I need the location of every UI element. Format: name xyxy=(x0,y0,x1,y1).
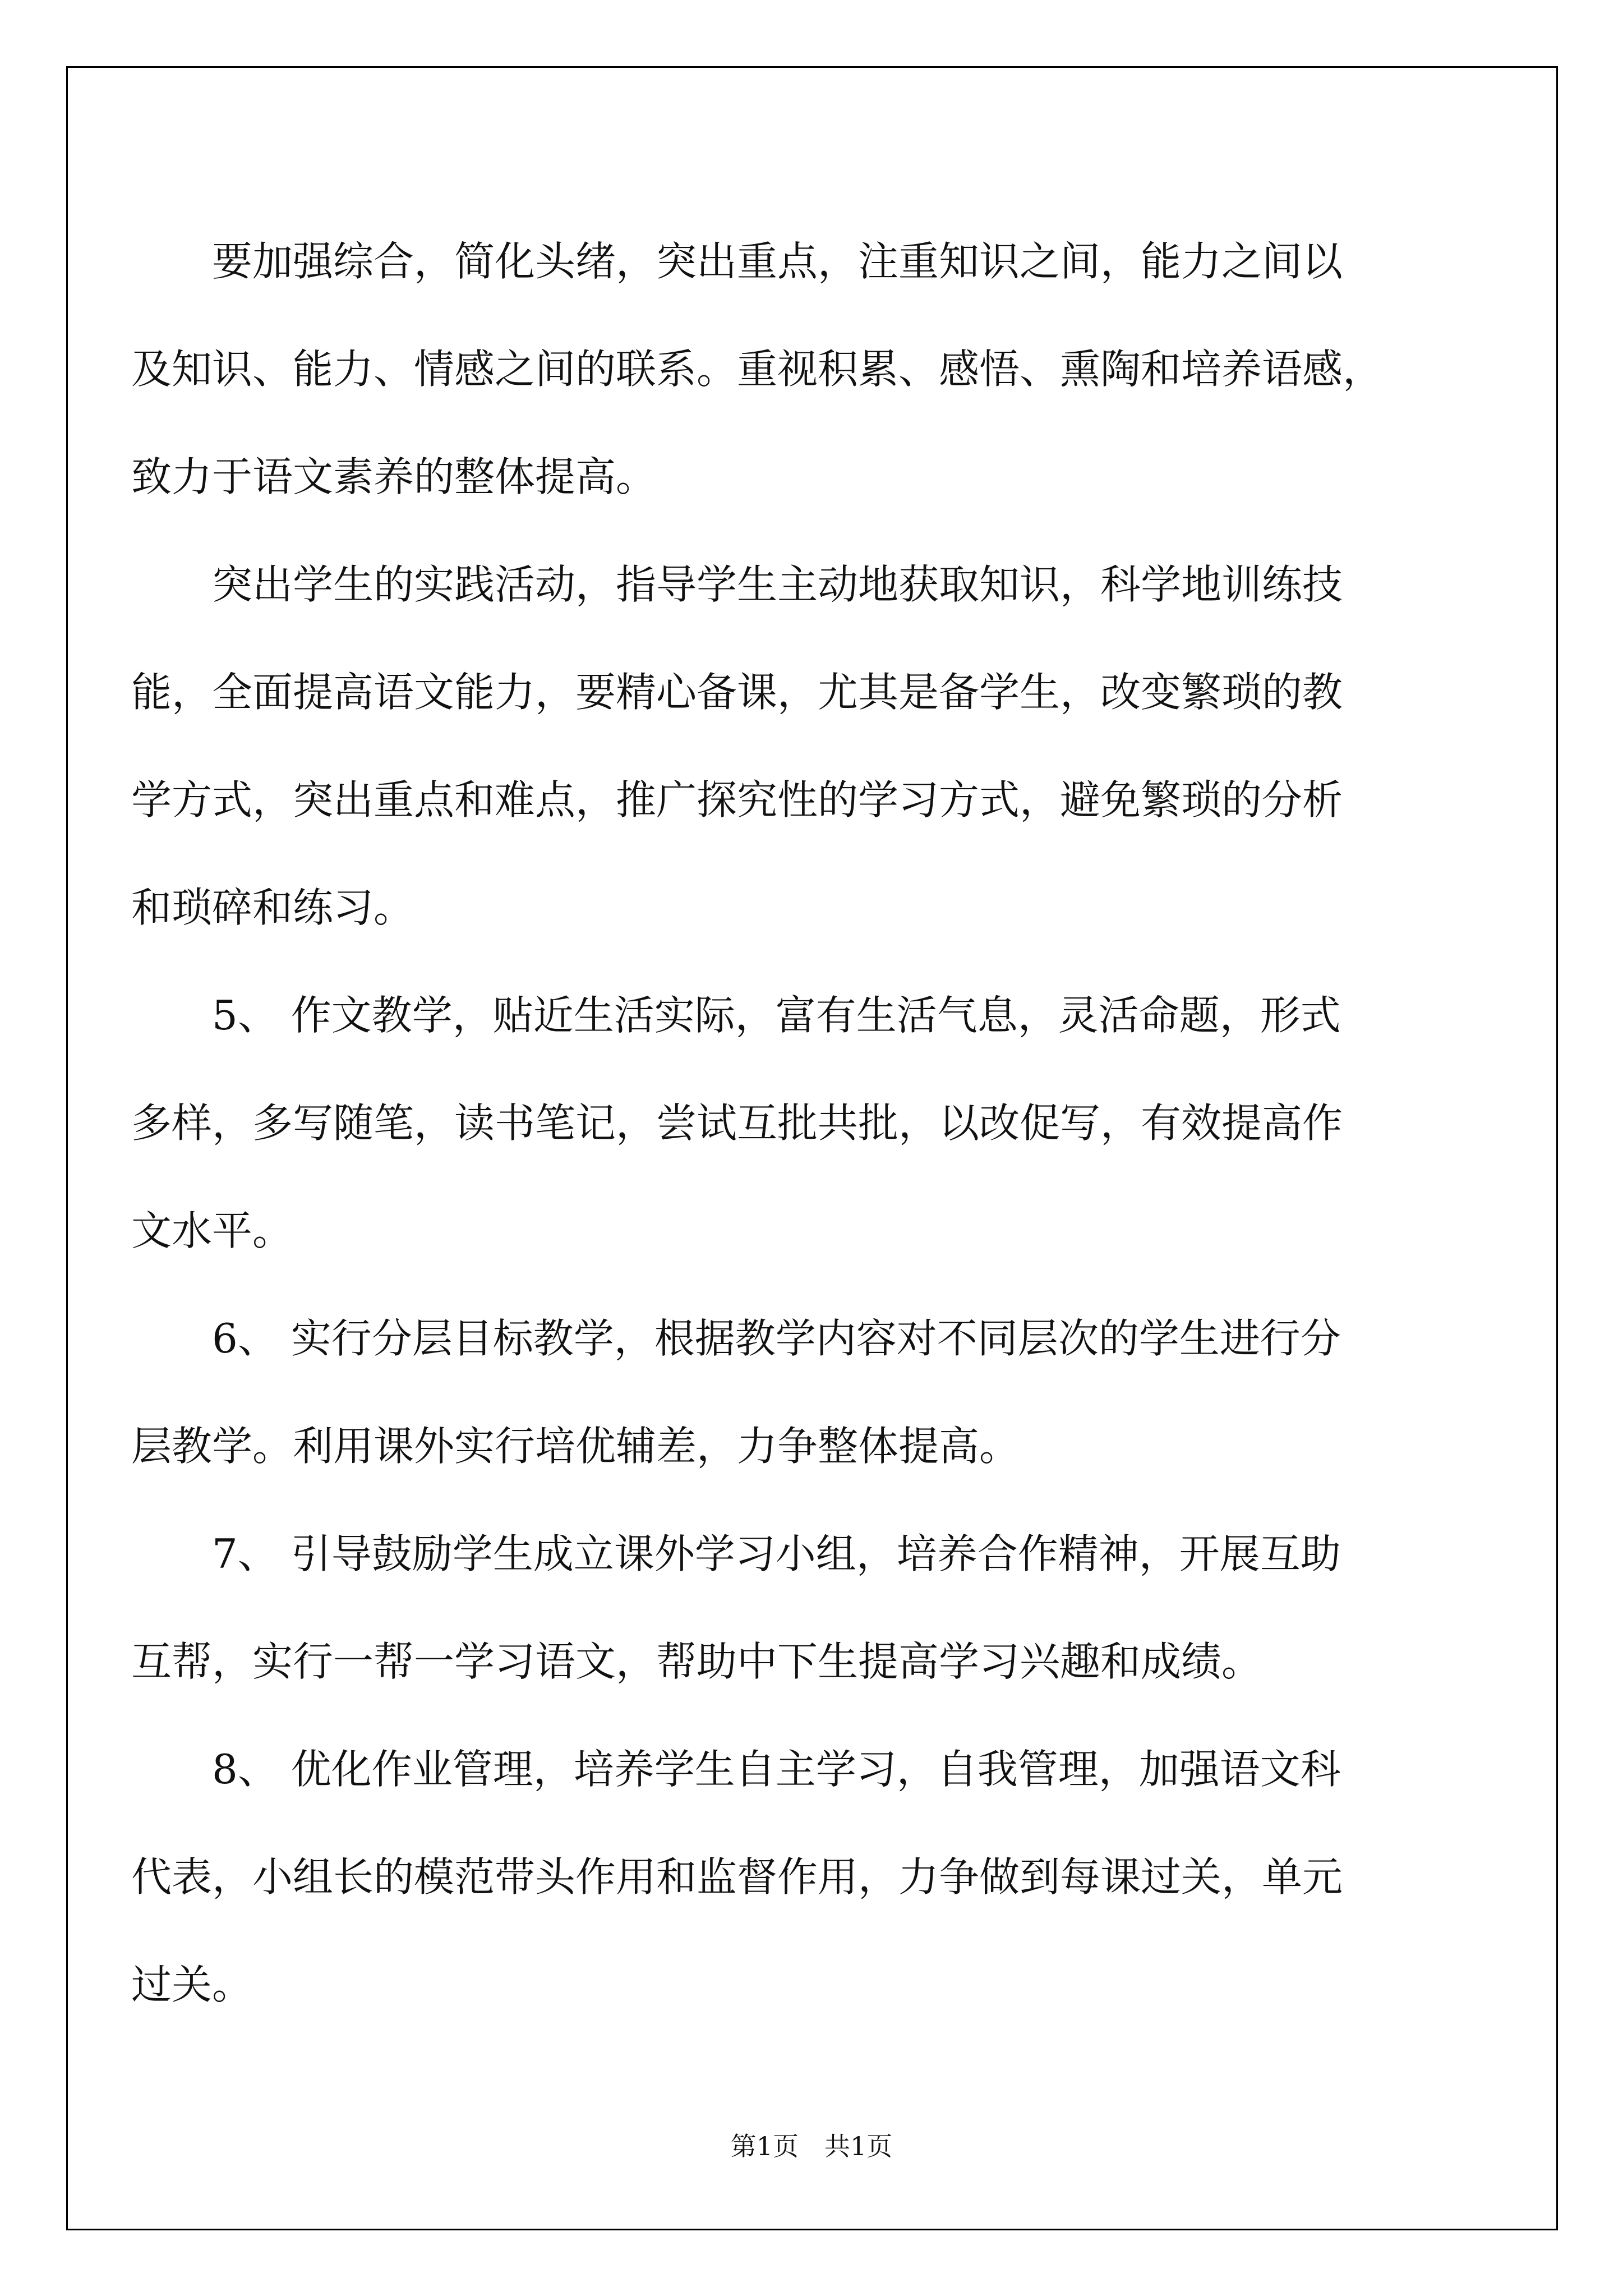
text-line: 学方式，突出重点和难点，推广探究性的学习方式，避免繁琐的分析 xyxy=(131,776,1343,823)
text-line: 8、 优化作业管理，培养学生自主学习，自我管理，加强语文科 xyxy=(131,1746,1341,1793)
text-line: 7、 引导鼓励学生成立课外学习小组，培养合作精神，开展互助 xyxy=(131,1530,1341,1577)
text-line: 致力于语文素养的整体提高。 xyxy=(131,453,657,500)
text-line: 要加强综合，简化头绪，突出重点，注重知识之间，能力之间以 xyxy=(131,238,1343,285)
text-line: 互帮，实行一帮一学习语文，帮助中下生提高学习兴趣和成绩。 xyxy=(131,1638,1262,1685)
text-line: 6、 实行分层目标教学，根据教学内容对不同层次的学生进行分 xyxy=(131,1315,1341,1362)
document-body xyxy=(131,208,1466,2039)
page-number-footer: 第1页 共1页 xyxy=(730,2131,893,2161)
text-line: 5、 作文教学，贴近生活实际，富有生活气息，灵活命题，形式 xyxy=(131,992,1341,1039)
text-line: 多样，多写随笔，读书笔记，尝试互批共批，以改促写，有效提高作 xyxy=(131,1099,1343,1147)
text-line: 及知识、能力、情感之间的联系。重视积累、感悟、熏陶和培养语感， xyxy=(131,346,1384,393)
text-line: 文水平。 xyxy=(131,1207,293,1254)
text-line: 代表，小组长的模范带头作用和监督作用，力争做到每课过关，单元 xyxy=(131,1853,1343,1901)
text-line: 过关。 xyxy=(131,1961,253,2008)
text-line: 能，全面提高语文能力，要精心备课，尤其是备学生，改变繁琐的教 xyxy=(131,669,1343,716)
text-line: 和琐碎和练习。 xyxy=(131,884,414,931)
text-line: 突出学生的实践活动，指导学生主动地获取知识，科学地训练技 xyxy=(131,561,1343,608)
text-line: 层教学。利用课外实行培优辅差，力争整体提高。 xyxy=(131,1423,1020,1470)
